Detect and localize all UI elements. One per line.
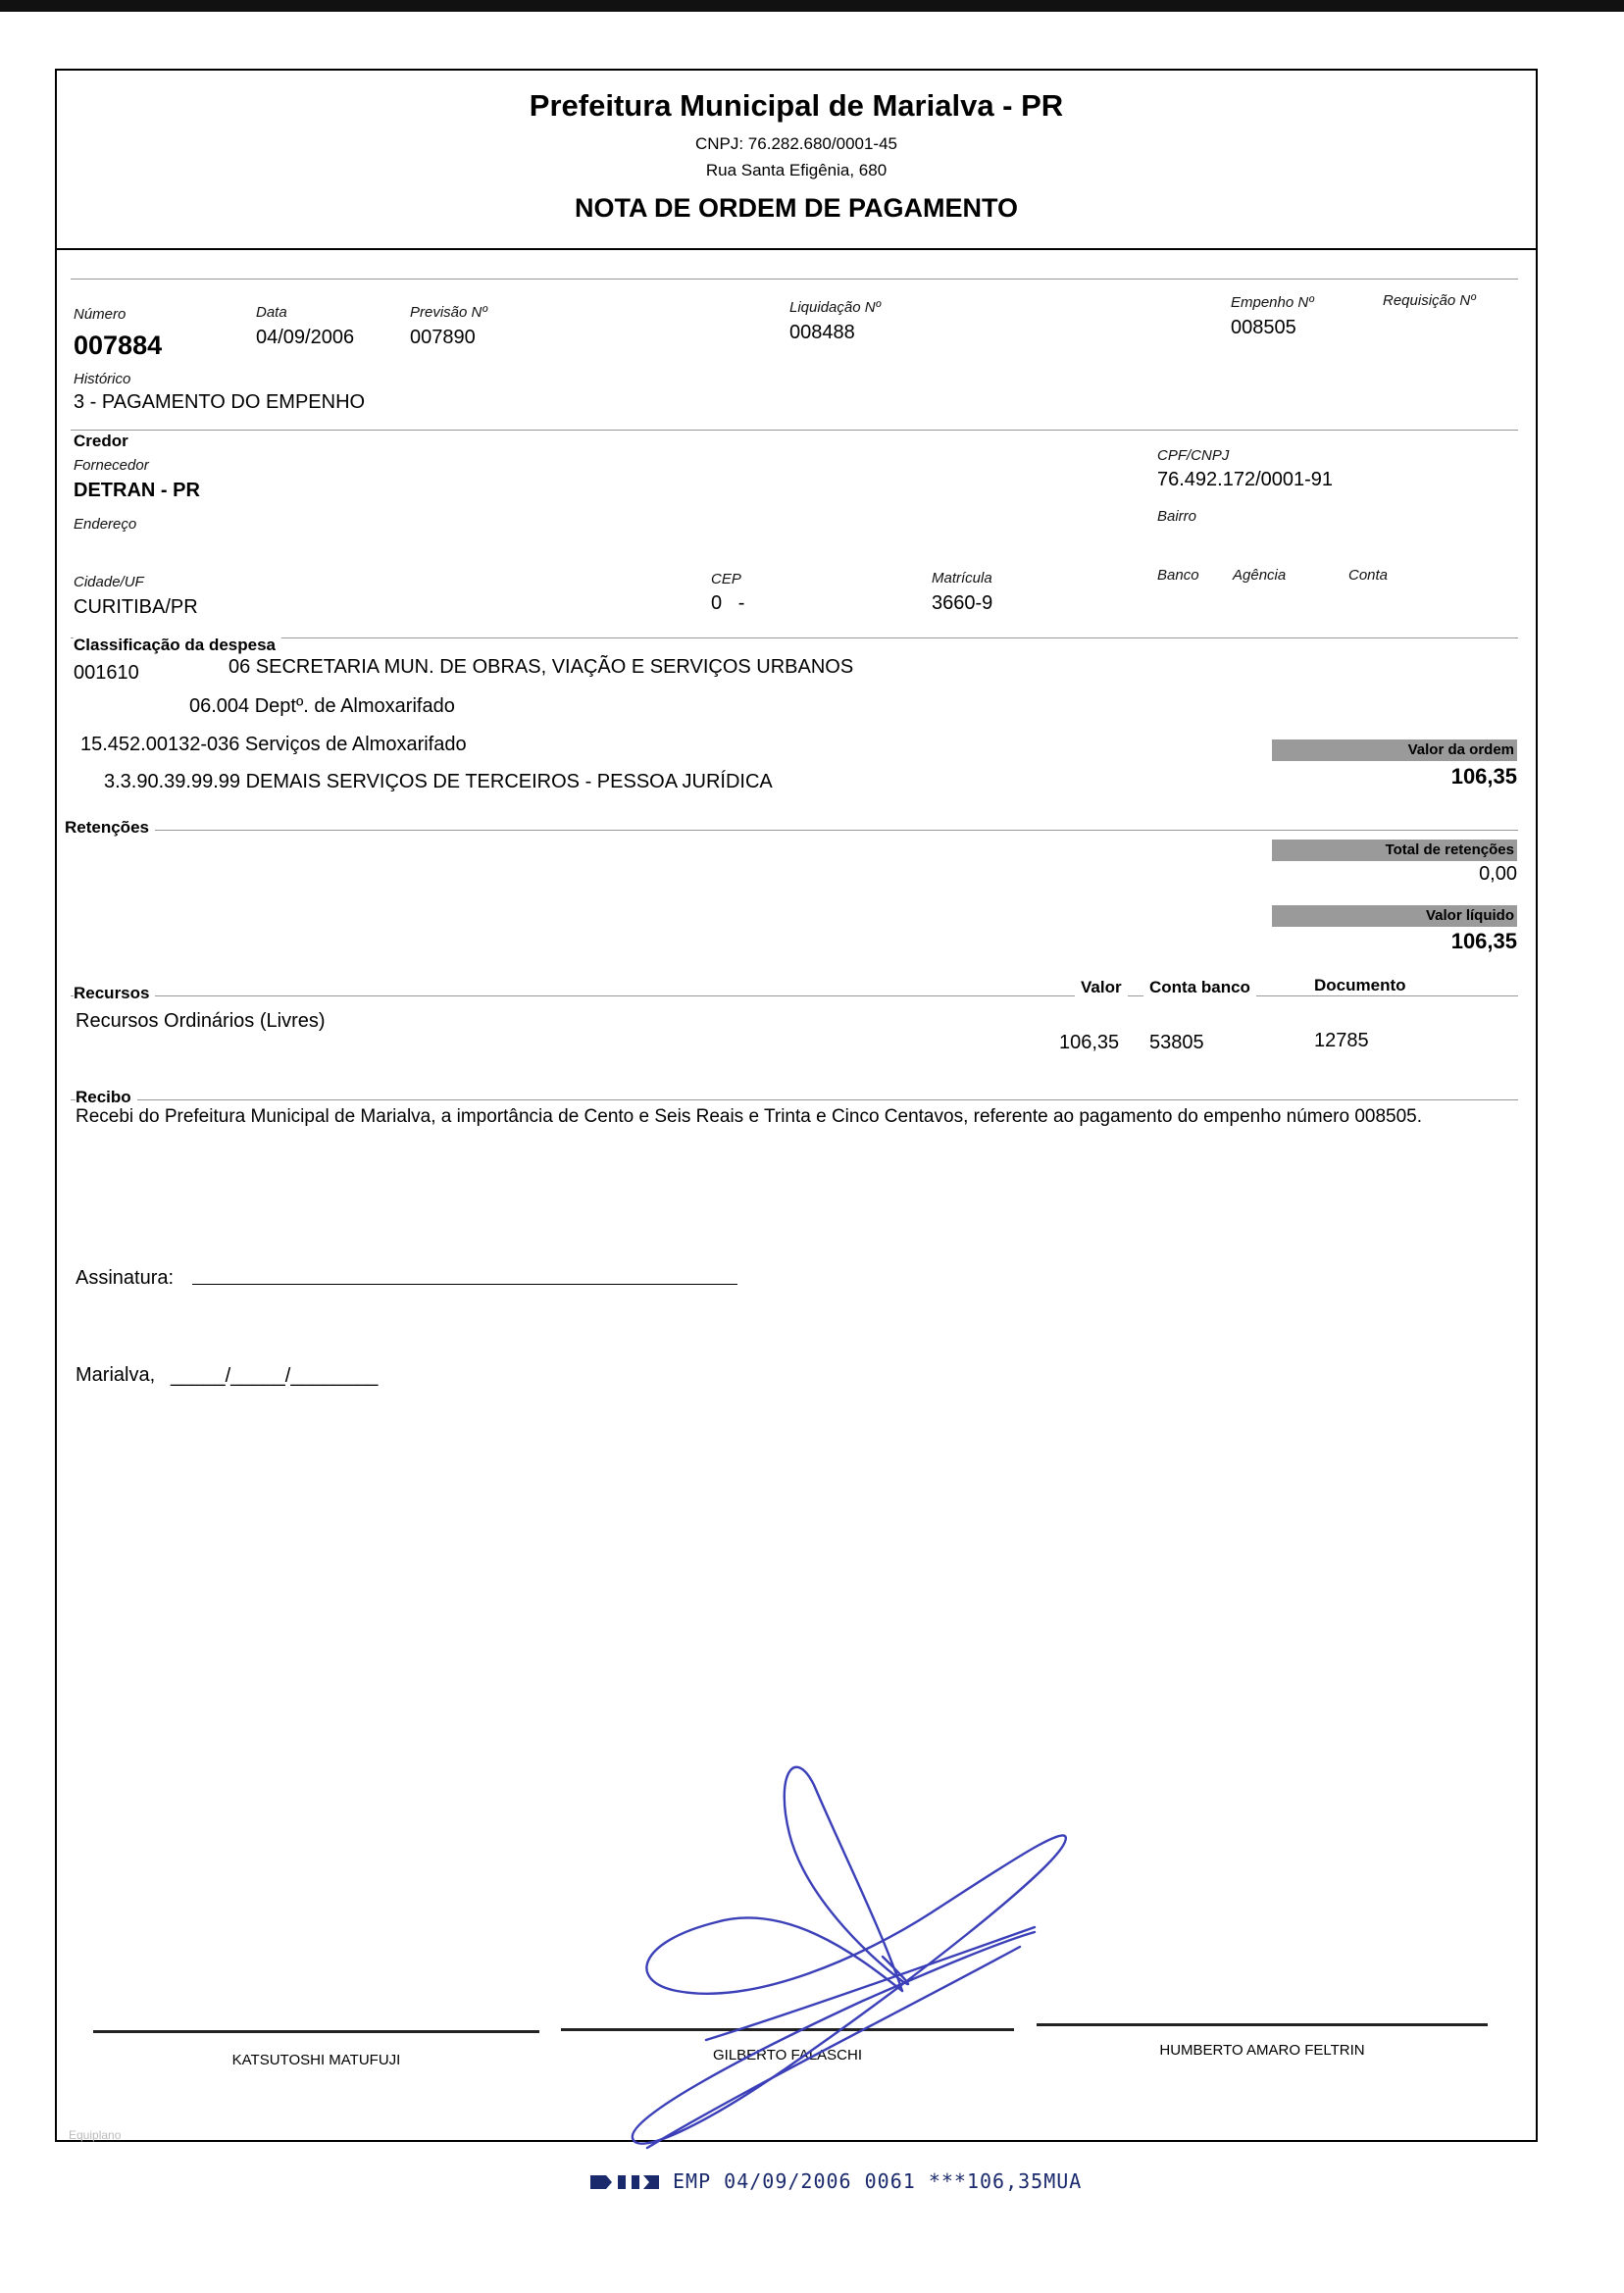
previsao-value: 007890 bbox=[410, 327, 476, 348]
divider bbox=[71, 637, 1518, 638]
total-retencoes-header: Total de retenções bbox=[1272, 840, 1517, 861]
historico-value: 3 - PAGAMENTO DO EMPENHO bbox=[74, 391, 366, 413]
local-label: Marialva, bbox=[76, 1364, 156, 1386]
data-label: Data bbox=[256, 304, 287, 321]
classificacao-code: 001610 bbox=[74, 662, 139, 684]
header-divider bbox=[57, 248, 1536, 250]
total-retencoes-value: 0,00 bbox=[1479, 863, 1517, 885]
divider bbox=[71, 279, 1518, 280]
signatory-name: KATSUTOSHI MATUFUJI bbox=[231, 2052, 401, 2068]
recibo-text: Recebi do Prefeitura Municipal de Marialva, a importância de Cento e Seis Reais e Trinta e Cinco Centavos, referente ao pagamento do empenho número 008505. bbox=[76, 1106, 1423, 1127]
data-value: 04/09/2006 bbox=[256, 327, 355, 348]
document-title: NOTA DE ORDEM DE PAGAMENTO bbox=[574, 193, 1018, 223]
cidade-label: Cidade/UF bbox=[74, 574, 144, 590]
cep-label: CEP bbox=[711, 571, 741, 587]
matricula-value: 3660-9 bbox=[932, 592, 993, 614]
mechanical-stamp: EMP 04/09/2006 0061 ***106,35MUA bbox=[673, 2169, 1083, 2193]
recursos-valor: 106,35 bbox=[1059, 1032, 1120, 1053]
signature-line bbox=[1037, 2023, 1488, 2026]
cidade-value: CURITIBA/PR bbox=[74, 596, 198, 618]
classificacao-secretaria: 06 SECRETARIA MUN. DE OBRAS, VIAÇÃO E SERVIÇOS URBANOS bbox=[228, 656, 854, 678]
recursos-conta: 53805 bbox=[1149, 1032, 1204, 1053]
recursos-conta-header: Conta banco bbox=[1143, 978, 1256, 997]
divider bbox=[71, 430, 1518, 431]
valor-ordem-value: 106,35 bbox=[1450, 764, 1517, 789]
valor-liquido-value: 106,35 bbox=[1450, 929, 1517, 953]
assinatura-label: Assinatura: bbox=[76, 1267, 175, 1289]
conta-label: Conta bbox=[1348, 567, 1389, 584]
scan-top-edge bbox=[0, 0, 1624, 12]
fornecedor-value: DETRAN - PR bbox=[74, 480, 200, 501]
header-address: Rua Santa Efigênia, 680 bbox=[705, 161, 888, 179]
classificacao-elemento: 3.3.90.39.99.99 DEMAIS SERVIÇOS DE TERCEIROS - PESSOA JURÍDICA bbox=[104, 771, 773, 792]
matricula-label: Matrícula bbox=[932, 570, 992, 586]
recursos-documento-header: Documento bbox=[1306, 976, 1412, 995]
numero-value: 007884 bbox=[74, 331, 163, 360]
signature-line bbox=[93, 2030, 539, 2033]
classificacao-section: Classificação da despesa bbox=[74, 636, 281, 655]
previsao-label: Previsão Nº bbox=[410, 304, 487, 321]
recursos-valor-header: Valor bbox=[1075, 978, 1128, 997]
retencoes-section: Retenções bbox=[65, 818, 155, 838]
endereco-label: Endereço bbox=[74, 516, 137, 533]
classificacao-departamento: 06.004 Deptº. de Almoxarifado bbox=[189, 695, 455, 717]
empenho-value: 008505 bbox=[1231, 317, 1296, 338]
empenho-label: Empenho Nº bbox=[1231, 294, 1314, 311]
bairro-label: Bairro bbox=[1157, 508, 1197, 525]
divider bbox=[71, 995, 1518, 996]
fornecedor-label: Fornecedor bbox=[74, 457, 149, 474]
header-cnpj: CNPJ: 76.282.680/0001-45 bbox=[694, 134, 898, 153]
page-title: Prefeitura Municipal de Marialva - PR bbox=[529, 88, 1064, 123]
cpf-label: CPF/CNPJ bbox=[1157, 447, 1230, 464]
cpf-value: 76.492.172/0001-91 bbox=[1157, 469, 1334, 490]
liquidacao-label: Liquidação Nº bbox=[789, 299, 882, 316]
signatory-name: GILBERTO FALASCHI bbox=[713, 2047, 862, 2064]
recursos-documento: 12785 bbox=[1314, 1030, 1369, 1051]
cep-value: 0 - bbox=[711, 592, 745, 614]
handwritten-signature bbox=[588, 1746, 1098, 2158]
agencia-label: Agência bbox=[1233, 567, 1287, 584]
credor-section: Credor bbox=[74, 432, 134, 451]
watermark: Equiplano bbox=[69, 2128, 122, 2142]
recibo-section: Recibo bbox=[76, 1088, 137, 1107]
stamp-logo-icon bbox=[588, 2171, 661, 2193]
valor-liquido-header: Valor líquido bbox=[1272, 905, 1517, 927]
historico-label: Histórico bbox=[74, 371, 131, 387]
valor-ordem-header: Valor da ordem bbox=[1272, 739, 1517, 761]
classificacao-programa: 15.452.00132-036 Serviços de Almoxarifado bbox=[80, 734, 467, 755]
recursos-desc: Recursos Ordinários (Livres) bbox=[76, 1010, 326, 1032]
numero-label: Número bbox=[74, 306, 127, 323]
banco-label: Banco bbox=[1157, 567, 1199, 584]
divider bbox=[71, 830, 1518, 831]
assinatura-line bbox=[192, 1284, 737, 1285]
date-blank: _____/_____/________ bbox=[171, 1365, 379, 1387]
signatory-name: HUMBERTO AMARO FELTRIN bbox=[1159, 2042, 1365, 2059]
divider bbox=[71, 1099, 1518, 1100]
recursos-section: Recursos bbox=[74, 984, 155, 1003]
requisicao-label: Requisição Nº bbox=[1383, 292, 1476, 309]
liquidacao-value: 008488 bbox=[789, 322, 855, 343]
